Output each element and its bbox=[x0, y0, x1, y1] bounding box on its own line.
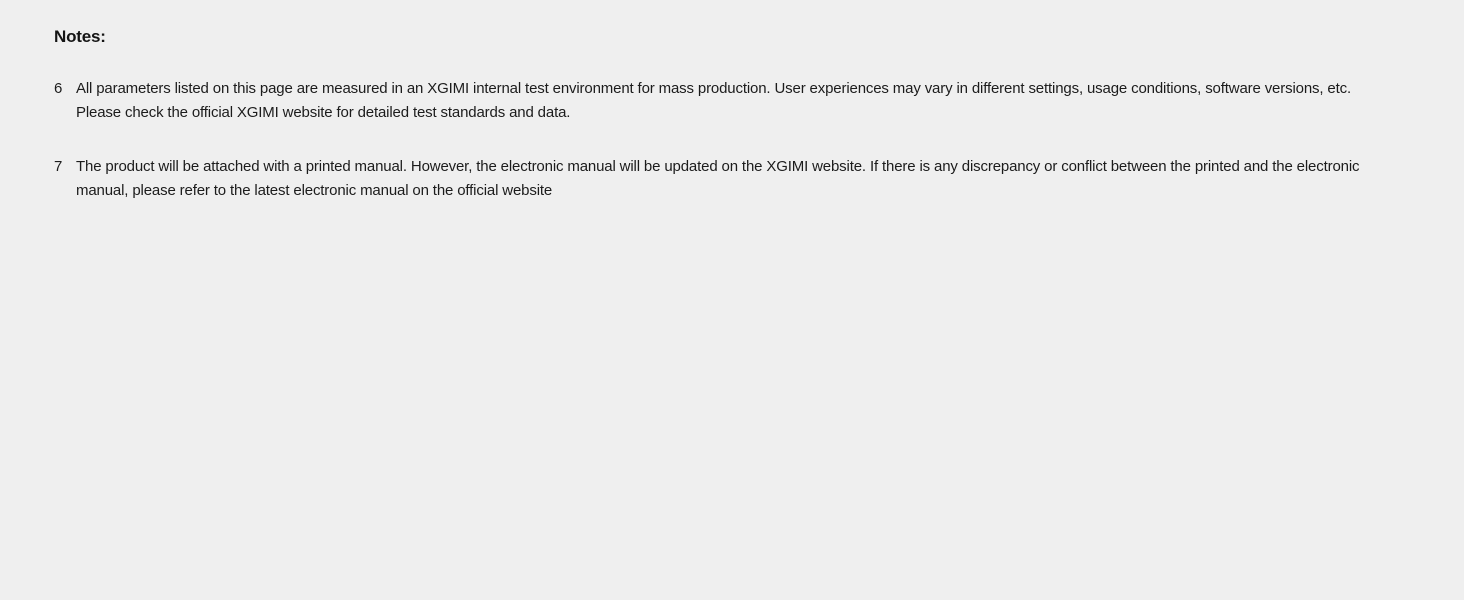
note-number: 7 bbox=[54, 158, 63, 175]
note-text: All parameters listed on this page are measured in an XGIMI internal test environment for mass production. User experiences may vary in different settings, usage conditions, software versions, etc. Please check the official XGIMI website for detailed test standards and data. bbox=[76, 80, 1351, 121]
note-text: The product will be attached with a printed manual. However, the electronic manual will be updated on the XGIMI website. If there is any discrepancy or conflict between the printed and the electronic manual, please refer to the latest electronic manual on the official website bbox=[76, 158, 1360, 199]
note-item bbox=[54, 155, 1394, 203]
page-title: Notes: bbox=[54, 27, 106, 46]
note-number: 6 bbox=[54, 80, 63, 97]
note-item bbox=[54, 77, 1394, 125]
